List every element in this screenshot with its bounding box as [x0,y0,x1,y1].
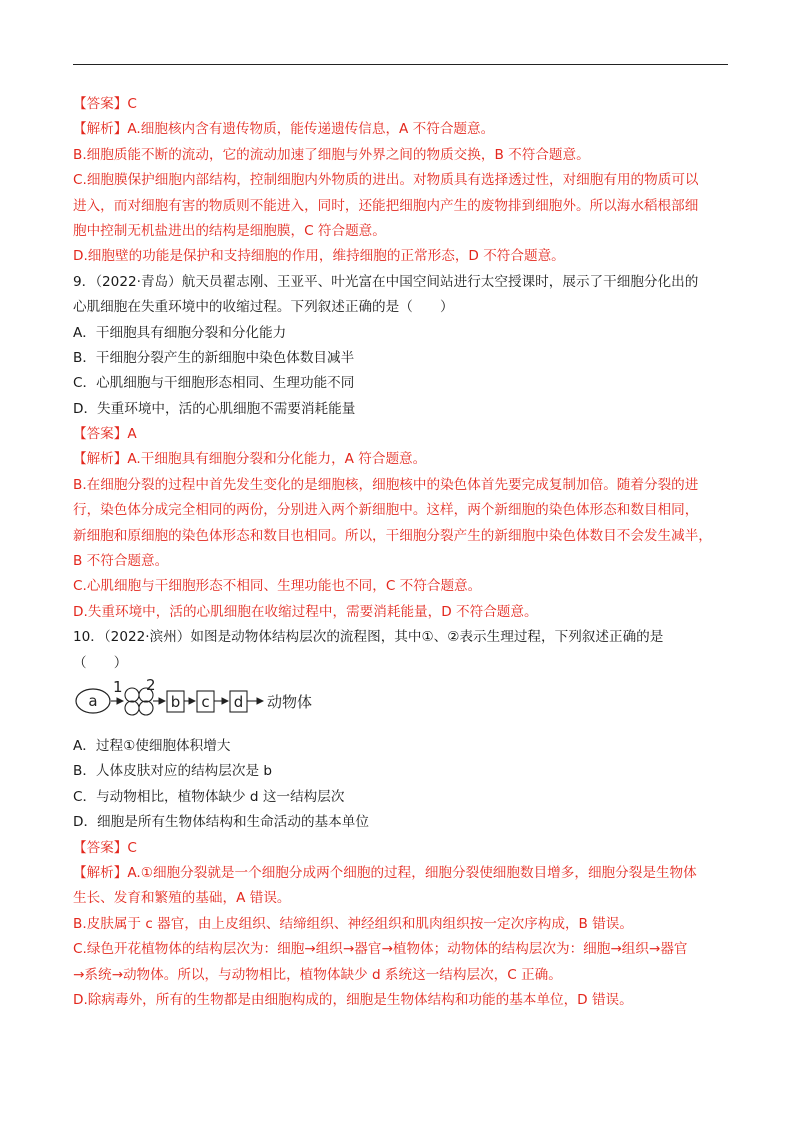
q9-analysis-line: 新细胞和原细胞的染色体形态和数目也相同。所以，干细胞分裂产生的新细胞中染色体数目不会发生减半， [73,527,712,544]
q9-analysis-line: 【解析】A.干细胞具有细胞分裂和分化能力，A 符合题意。 [73,451,427,468]
q10-analysis-line: B.皮肤属于 c 器官，由上皮组织、结缔组织、神经组织和肌肉组织按一定次序构成，B 错误。 [73,915,633,932]
q9-stem-line: 心肌细胞在失重环境中的收缩过程。下列叙述正确的是（ ） [73,299,454,316]
page-content [73,92,729,1013]
structure-flow-diagram [73,678,729,732]
q9-analysis-line: D.失重环境中，活的心肌细胞在收缩过程中，需要消耗能量，D 不符合题意。 [73,603,538,620]
diagram-label-animal: 动物体 [267,692,313,711]
diagram-label-1: 1 [113,677,123,696]
q10-option-c: C．与动物相比，植物体缺少 d 这一结构层次 [73,788,345,805]
q8-analysis-line: B.细胞质能不断的流动，它的流动加速了细胞与外界之间的物质交换，B 不符合题意。 [73,146,590,163]
q9-option-d: D．失重环境中，活的心肌细胞不需要消耗能量 [73,400,356,417]
diagram-label-b: b [170,692,181,711]
q9-stem-line: 9．（2022·青岛）航天员翟志刚、王亚平、叶光富在中国空间站进行太空授课时，展示了干细胞分化出的 [73,273,699,290]
q9-analysis-line: B.在细胞分裂的过程中首先发生变化的是细胞核，细胞核中的染色体首先要完成复制加倍。随着分裂的进 [73,476,699,493]
q9-analysis-line: 行，染色体分成完全相同的两份，分别进入两个新细胞中。这样，两个新细胞的染色体形态和数目相同， [73,502,699,519]
q10-analysis-line: D.除病毒外，所有的生物都是由细胞构成的，细胞是生物体结构和功能的基本单位，D 错误。 [73,991,633,1008]
divided-cell-icon [125,701,139,715]
q8-answer: 【答案】C [73,96,137,112]
q9-answer: 【答案】A [73,426,137,443]
diagram-label-2: 2 [146,677,156,694]
q10-option-d: D．细胞是所有生物体结构和生命活动的基本单位 [73,814,369,831]
q10-stem-line: （ ） [73,654,128,671]
q10-analysis-line: 生长、发育和繁殖的基础，A 错误。 [73,890,291,907]
q8-analysis-line: C.细胞膜保护细胞内部结构，控制细胞内外物质的进出。对物质具有选择透过性，对细胞有用的物质可以 [73,172,699,189]
q9-option-c: C．心肌细胞与干细胞形态相同、生理功能不同 [73,375,355,392]
q10-option-a: A．过程①使细胞体积增大 [73,737,231,754]
q9-option-b: B．干细胞分裂产生的新细胞中染色体数目减半 [73,349,355,366]
diagram-label-d: d [233,692,244,711]
q8-analysis-line: 【解析】A.细胞核内含有遗传物质，能传递遗传信息，A 不符合题意。 [73,121,495,138]
divided-cell-icon [139,701,153,715]
q8-analysis-line: 进入，而对细胞有害的物质则不能进入，同时，还能把细胞内产生的废物排到细胞外。所以海水稻根部细 [73,197,699,214]
q10-analysis-line: 【解析】A.①细胞分裂就是一个细胞分成两个细胞的过程，细胞分裂使细胞数目增多，细胞分裂是生物体 [73,864,697,881]
flow-diagram-svg [73,678,373,732]
q9-analysis-line: B 不符合题意。 [73,553,169,570]
q9-analysis-line: C.心肌细胞与干细胞形态不相同、生理功能也不同，C 不符合题意。 [73,578,482,595]
diagram-label-c: c [201,692,210,711]
diagram-label-a: a [88,691,98,710]
q10-option-b: B．人体皮肤对应的结构层次是 b [73,763,272,780]
header-rule [73,64,728,65]
divided-cell-icon [125,688,139,702]
q8-analysis-line: 胞中控制无机盐进出的结构是细胞膜，C 符合题意。 [73,222,386,239]
q10-analysis-line: →系统→动物体。所以，与动物相比，植物体缺少 d 系统这一结构层次，C 正确。 [73,966,562,983]
q9-option-a: A．干细胞具有细胞分裂和分化能力 [73,324,287,341]
q10-stem-line: 10．（2022·滨州）如图是动物体结构层次的流程图，其中①、②表示生理过程，下列叙述正确的是 [73,629,664,646]
q8-analysis-line: D.细胞壁的功能是保护和支持细胞的作用，维持细胞的正常形态，D 不符合题意。 [73,248,565,265]
q10-answer: 【答案】C [73,839,137,856]
q10-analysis-line: C.绿色开花植物体的结构层次为：细胞→组织→器官→植物体；动物体的结构层次为：细胞→组织→器官 [73,941,688,958]
